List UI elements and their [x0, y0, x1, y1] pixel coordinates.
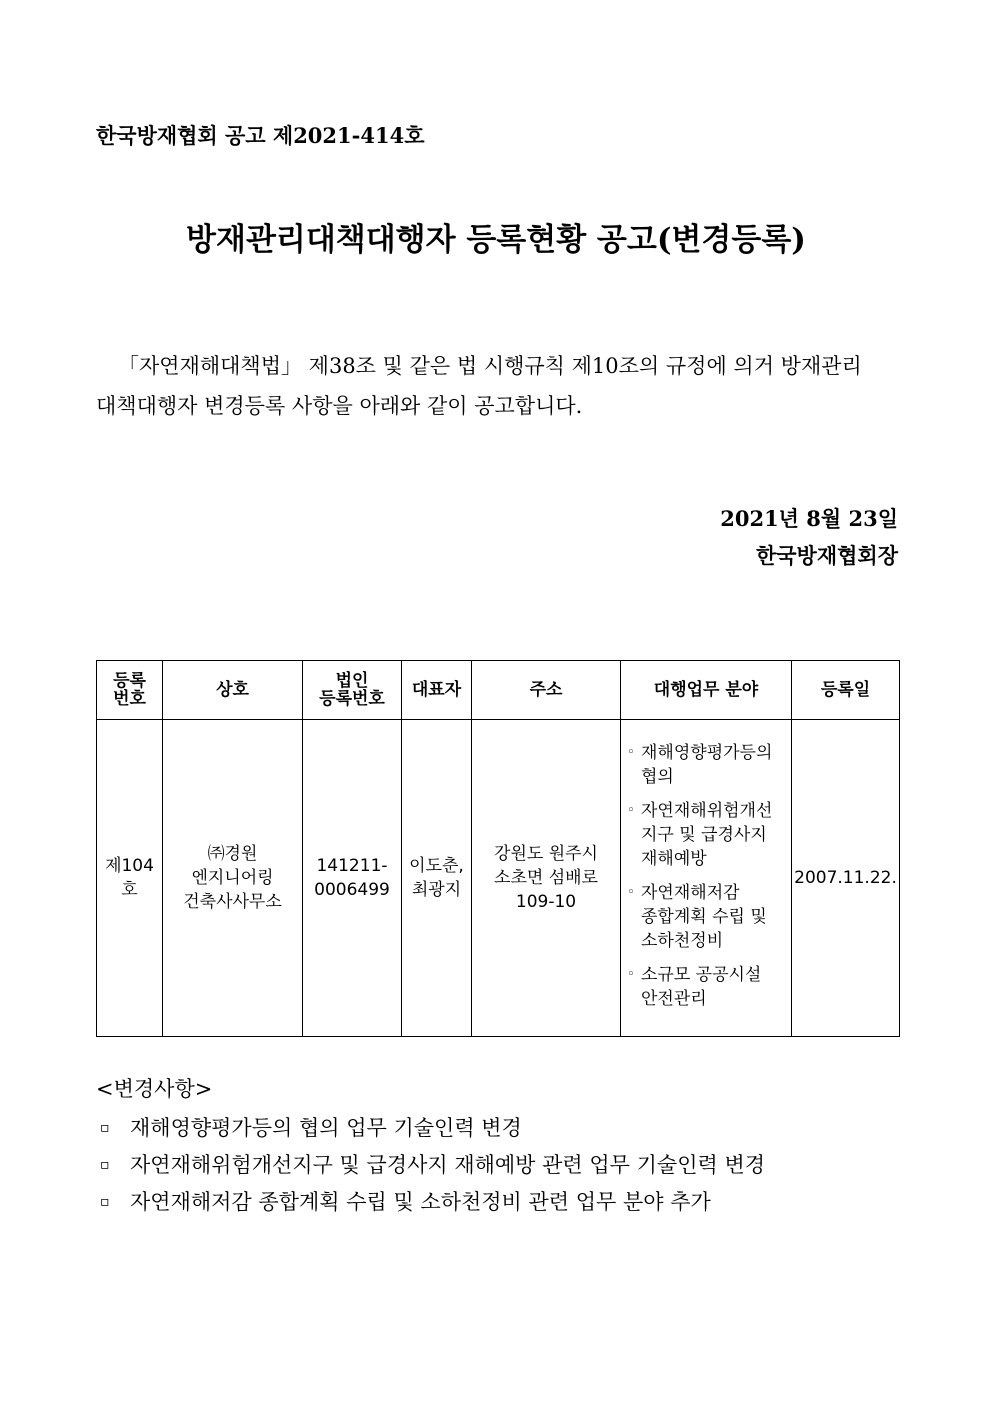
- notice-number: 한국방재협회 공고 제2021-414호: [96, 123, 425, 148]
- changes-list: [96, 1110, 765, 1221]
- bullet-icon: ◦: [627, 885, 635, 900]
- cell-company: ㈜경원 엔지니어링 건축사사무소: [163, 720, 303, 1037]
- body-line-2: 대책대행자 변경등록 사항을 아래와 같이 공고합니다.: [96, 394, 583, 418]
- list-item: ◦ 소규모 공공시설 안전관리: [627, 965, 762, 1009]
- cell-corp-no: 141211- 0006499: [303, 720, 402, 1037]
- list-item: ◦ 재해영향평가등의 협의: [627, 743, 773, 787]
- notice-date: 2021년 8월 23일: [720, 506, 898, 531]
- bullet-icon: ◦: [627, 967, 635, 982]
- table-row: [97, 720, 900, 1037]
- issuer-name: 한국방재협회장: [755, 543, 898, 568]
- square-bullet-icon: ▫: [100, 1157, 110, 1173]
- bullet-icon: ◦: [627, 803, 635, 818]
- bullet-icon: ◦: [627, 745, 635, 760]
- cell-address: 강원도 원주시 소초면 섬배로 109-10: [472, 720, 621, 1037]
- body-paragraph: [96, 346, 898, 426]
- changes-heading: <변경사항>: [96, 1077, 213, 1101]
- list-item: ▫ 재해영향평가등의 협의 업무 기술인력 변경: [96, 1110, 765, 1147]
- list-item: ▫ 자연재해위험개선지구 및 급경사지 재해예방 관련 업무 기술인력 변경: [96, 1147, 765, 1184]
- header-company: 상호: [163, 661, 303, 720]
- list-item: ▫ 자연재해저감 종합계획 수립 및 소하천정비 관련 업무 분야 추가: [96, 1184, 765, 1221]
- header-corp-no: 법인 등록번호: [303, 661, 402, 720]
- document-title: 방재관리대책대행자 등록현황 공고(변경등록): [186, 222, 806, 258]
- header-reg-date: 등록일: [792, 661, 900, 720]
- cell-reg-no: 제104호: [97, 720, 163, 1037]
- square-bullet-icon: ▫: [100, 1194, 110, 1210]
- registration-table: [96, 660, 900, 1037]
- header-reg-no: 등록 번호: [97, 661, 163, 720]
- header-address: 주소: [472, 661, 621, 720]
- body-line-1: 「자연재해대책법」 제38조 및 같은 법 시행규칙 제10조의 규정에 의거 방재관리: [118, 354, 862, 378]
- list-item: ◦ 자연재해저감 종합계획 수립 및 소하천정비: [627, 883, 767, 951]
- table-header-row: [97, 661, 900, 720]
- cell-reg-date: 2007.11.22.: [792, 720, 900, 1037]
- square-bullet-icon: ▫: [100, 1120, 110, 1136]
- cell-fields: [621, 720, 792, 1037]
- header-fields: 대행업무 분야: [621, 661, 792, 720]
- header-representative: 대표자: [402, 661, 472, 720]
- cell-representative: 이도춘, 최광지: [402, 720, 472, 1037]
- list-item: ◦ 자연재해위험개선 지구 및 급경사지 재해예방: [627, 801, 773, 869]
